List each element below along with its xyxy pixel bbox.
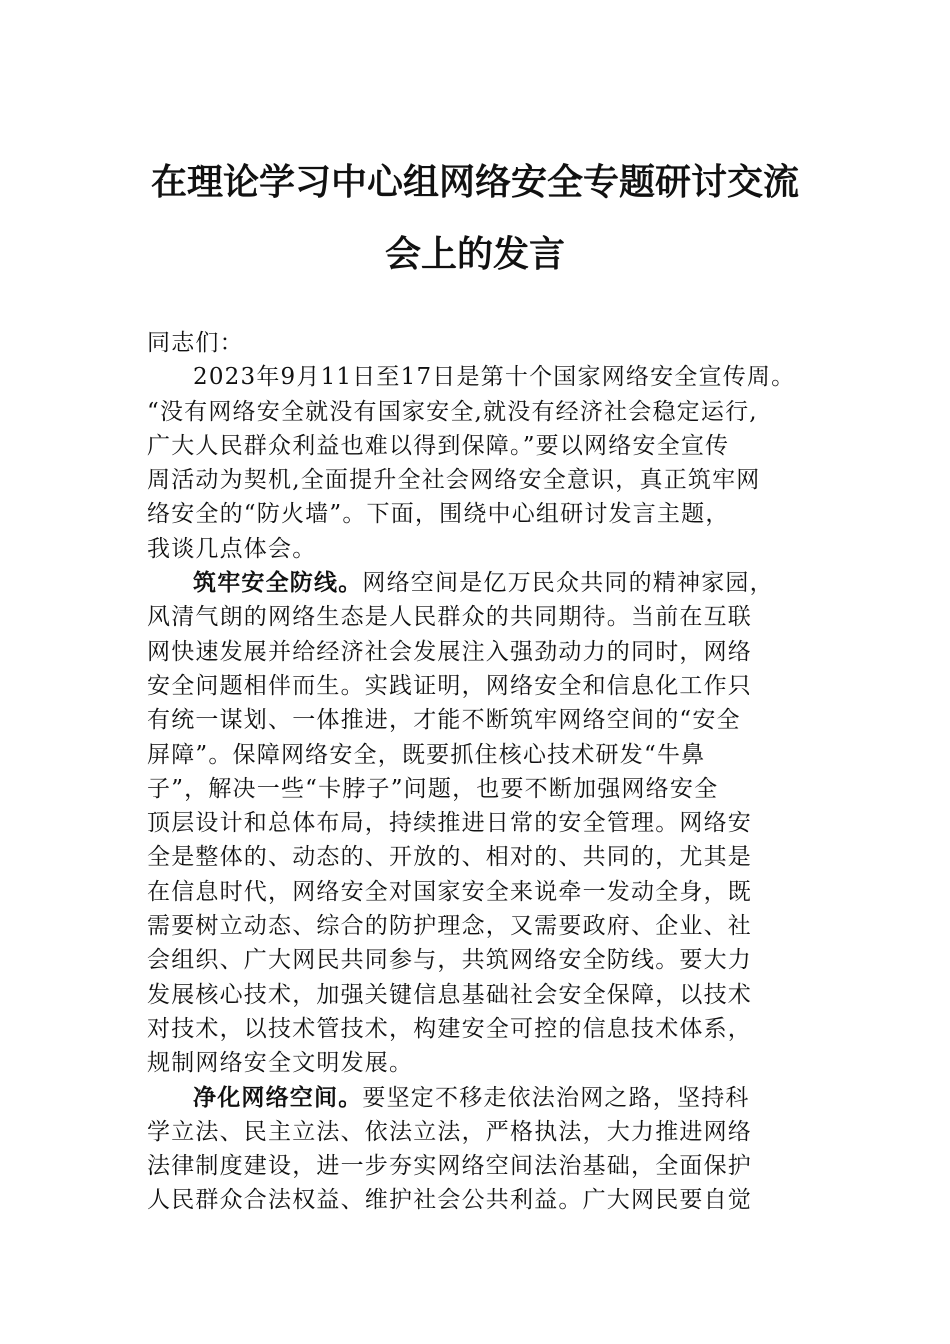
document-body [147, 326, 807, 1218]
document-title [0, 160, 950, 276]
paragraph-line: 法律制度建设，进一步夯实网络空间法治基础，全面保护 [147, 1153, 752, 1180]
paragraph-line: 需要树立动态、综合的防护理念，又需要政府、企业、社 [147, 913, 752, 940]
paragraph-line: 安全问题相伴而生。实践证明，网络安全和信息化工作只 [147, 672, 752, 699]
paragraph-line: 网快速发展并给经济社会发展注入强劲动力的同时，网络 [147, 638, 752, 665]
paragraph-line: 2023年9月11日至17日是第十个国家网络安全宣传周。 [193, 364, 796, 391]
paragraph-line: 子”，解决一些“卡脖子”问题，也要不断加强网络安全 [147, 775, 719, 802]
paragraph-line: 全是整体的、动态的、开放的、相对的、共同的，尤其是 [147, 844, 752, 871]
paragraph-line: 络安全的“防火墙”。下面，围绕中心组研讨发言主题， [147, 501, 730, 528]
paragraph-line: 人民群众合法权益、维护社会公共利益。广大网民要自觉 [147, 1187, 752, 1214]
paragraph-text: 要坚定不移走依法治网之路，坚持科 [362, 1084, 750, 1111]
paragraph-line: 有统一谋划、一体推进，才能不断筑牢网络空间的“安全 [147, 707, 741, 734]
title-line: 会上的发言 [384, 233, 565, 275]
paragraph-line [147, 566, 807, 600]
paragraph-line: 周活动为契机,全面提升全社会网络安全意识，真正筑牢网 [147, 467, 761, 494]
paragraph-line: “没有网络安全就没有国家安全,就没有经济社会稳定运行, [147, 398, 758, 425]
paragraph-line: 广大人民群众利益也难以得到保障。”要以网络安全宣传 [147, 432, 730, 459]
paragraph-line: 顶层设计和总体布局，持续推进日常的安全管理。网络安 [147, 810, 752, 837]
paragraph-line: 规制网络安全文明发展。 [147, 1050, 414, 1077]
title-line: 在理论学习中心组网络安全专题研讨交流 [150, 161, 799, 203]
section-heading: 筑牢安全防线。 [193, 569, 363, 597]
paragraph-line: 对技术，以技术管技术，构建安全可控的信息技术体系， [147, 1015, 752, 1042]
paragraph-line: 风清气朗的网络生态是人民群众的共同期待。当前在互联 [147, 604, 752, 631]
paragraph-line: 发展核心技术，加强关键信息基础社会安全保障，以技术 [147, 981, 752, 1008]
paragraph-line: 屏障”。保障网络安全，既要抓住核心技术研发“牛鼻 [147, 741, 706, 768]
section-heading: 净化网络空间。 [193, 1083, 363, 1111]
paragraph-line: 在信息时代，网络安全对国家安全来说牵一发动全身，既 [147, 878, 752, 905]
salutation: 同志们： [147, 330, 244, 356]
paragraph-line: 会组织、广大网民共同参与，共筑网络安全防线。要大力 [147, 947, 752, 974]
paragraph-line: 学立法、民主立法、依法立法，严格执法，大力推进网络 [147, 1118, 752, 1145]
paragraph-line [147, 1081, 807, 1115]
paragraph-text: 网络空间是亿万民众共同的精神家园， [362, 570, 774, 597]
paragraph-line: 我谈几点体会。 [147, 535, 317, 562]
